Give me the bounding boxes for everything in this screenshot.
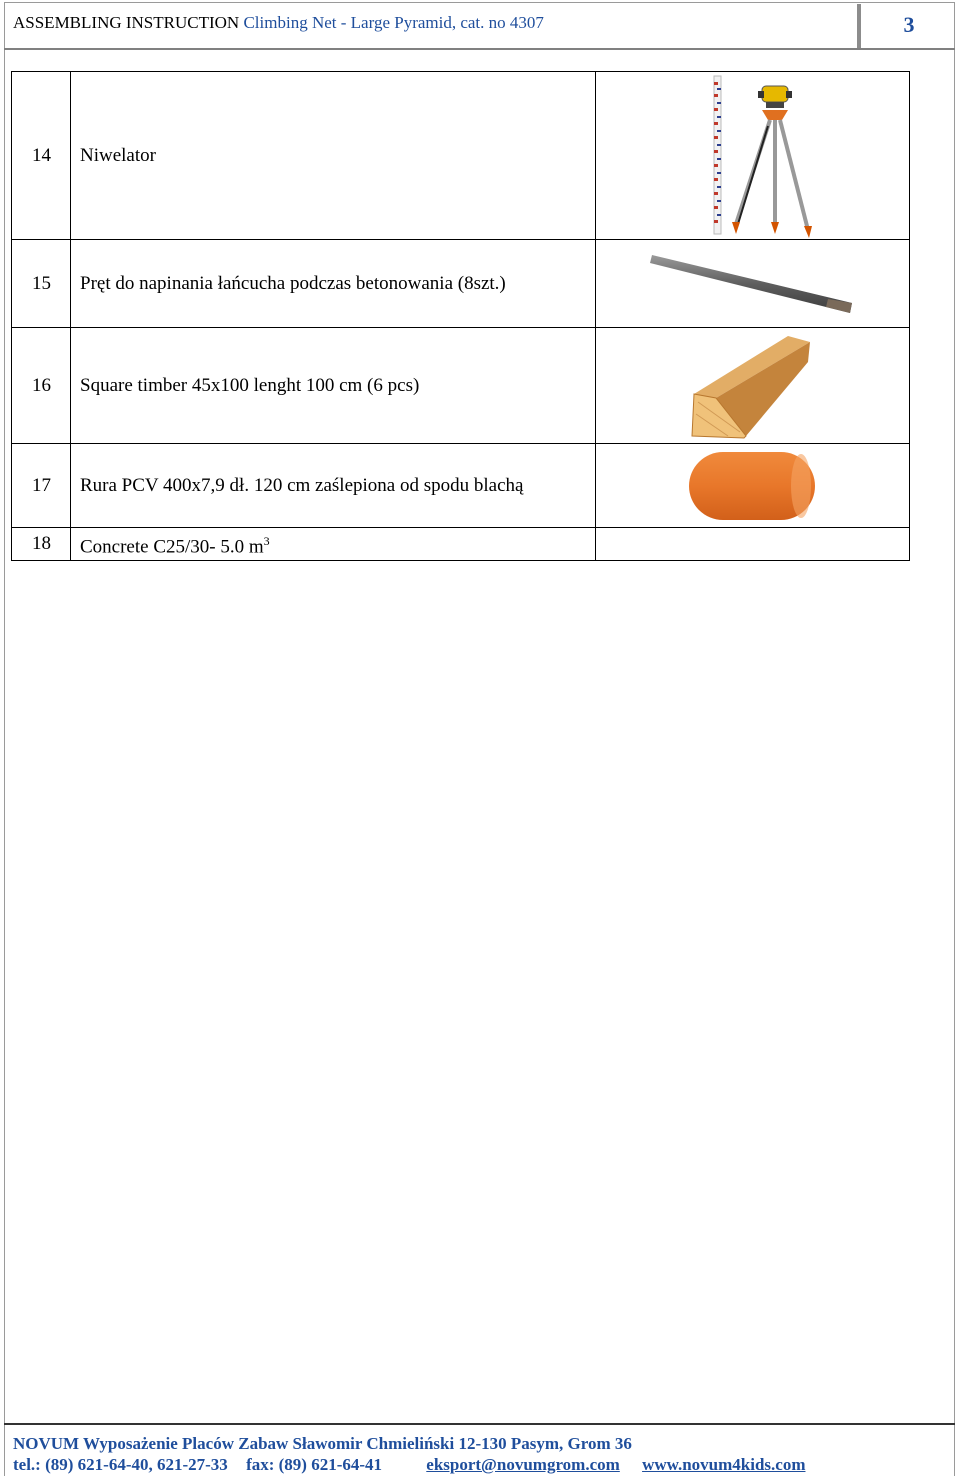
fax: fax: (89) 621-64-41 xyxy=(246,1455,383,1474)
steel-rod-icon xyxy=(648,249,858,319)
item-description xyxy=(71,528,596,561)
item-description-text: Concrete C25/30- 5.0 m xyxy=(80,536,264,558)
website-link[interactable]: www.novum4kids.com xyxy=(642,1455,806,1474)
table-row xyxy=(12,444,910,528)
table-row xyxy=(12,528,910,561)
item-description: Rura PCV 400x7,9 dł. 120 cm zaślepiona od spodu blachą xyxy=(71,444,596,528)
item-image-cell xyxy=(596,72,910,240)
document-title xyxy=(13,13,544,33)
item-number: 17 xyxy=(12,444,71,528)
page-footer xyxy=(4,1423,955,1478)
telephone: tel.: (89) 621-64-40, 621-27-33 xyxy=(13,1455,228,1474)
table-row xyxy=(12,72,910,240)
item-number: 18 xyxy=(12,528,71,561)
item-number: 16 xyxy=(12,328,71,444)
item-number: 15 xyxy=(12,240,71,328)
item-image-cell xyxy=(596,444,910,528)
timber-beam-icon xyxy=(688,332,818,440)
title-prefix: ASSEMBLING INSTRUCTION xyxy=(13,13,240,32)
title-product: Climbing Net - Large Pyramid, cat. no 4307 xyxy=(243,13,544,32)
item-description: Square timber 45x100 lenght 100 cm (6 pcs) xyxy=(71,328,596,444)
parts-table xyxy=(11,71,910,561)
item-description: Pręt do napinania łańcucha podczas betonowania (8szt.) xyxy=(71,240,596,328)
header-divider xyxy=(857,4,861,48)
pvc-pipe-icon xyxy=(683,448,823,524)
unit-superscript: 3 xyxy=(263,534,270,548)
level-tripod-icon xyxy=(678,74,828,238)
email-link[interactable]: eksport@novumgrom.com xyxy=(426,1455,620,1474)
item-image-cell xyxy=(596,328,910,444)
item-image-cell xyxy=(596,240,910,328)
table-row xyxy=(12,328,910,444)
item-image-cell xyxy=(596,528,910,561)
contact-line xyxy=(13,1455,819,1475)
company-info: NOVUM Wyposażenie Placów Zabaw Sławomir Chmieliński 12-130 Pasym, Grom 36 xyxy=(13,1434,632,1453)
item-description: Niwelator xyxy=(71,72,596,240)
item-number: 14 xyxy=(12,72,71,240)
page-number: 3 xyxy=(903,12,915,37)
page-header xyxy=(4,2,955,50)
table-row xyxy=(12,240,910,328)
